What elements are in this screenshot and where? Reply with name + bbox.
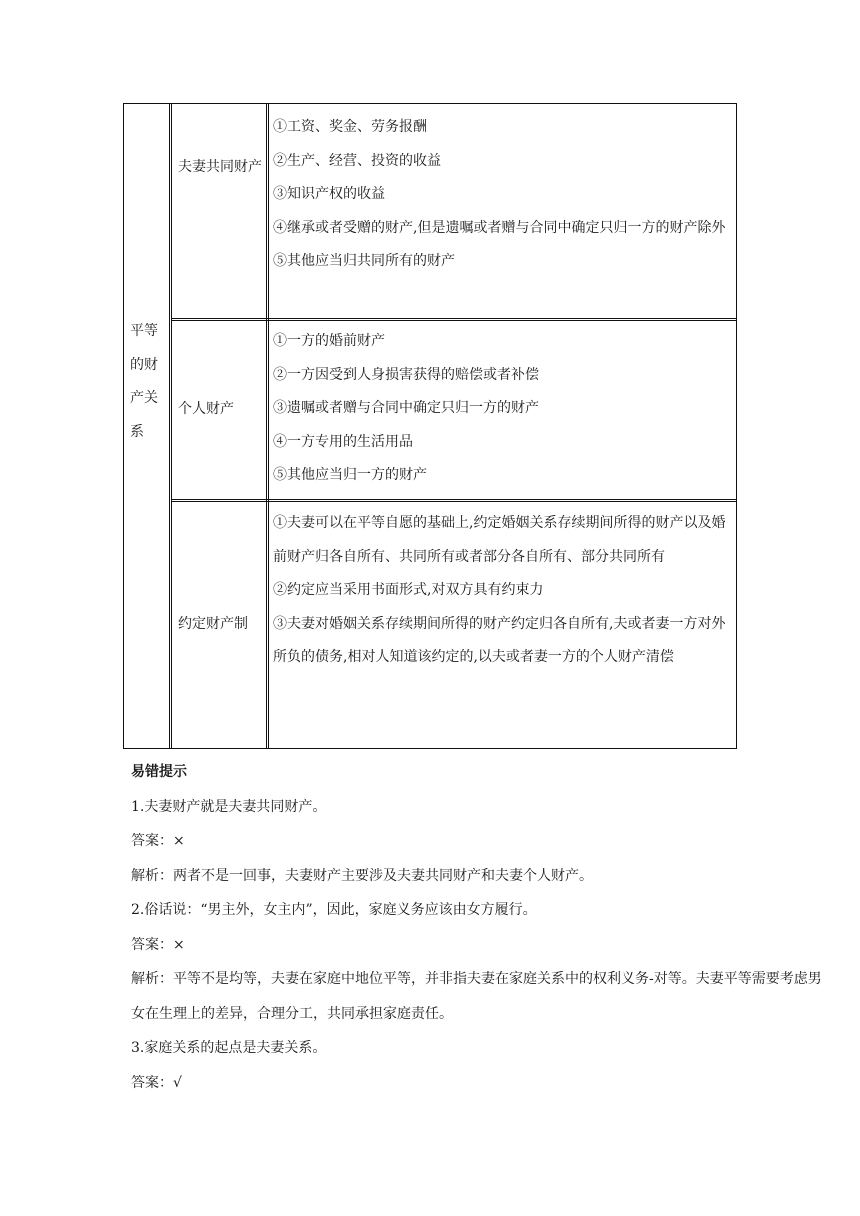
list-item: ①工资、奖金、劳务报酬 [273,119,427,135]
tip-line: 答案：√ [131,1074,182,1091]
tip-line: 2.俗话说：“男主外，女主内”，因此，家庭义务应该由女方履行。 [131,902,537,918]
tip-line: 1.夫妻财产就是夫妻共同财产。 [131,798,327,815]
list-item: ⑤其他应当归共同所有的财产 [273,253,455,269]
tips-heading: 易错提示 [131,764,187,780]
section-items-joint-property [273,111,735,279]
section-label-personal-property: 个人财产 [178,401,234,417]
list-item: ③遗嘱或者赠与合同中确定只归一方的财产 [273,400,539,416]
list-item: ②生产、经营、投资的收益 [273,152,441,169]
list-item: ④继承或者受赠的财产,但是遗嘱或者赠与合同中确定只归一方的财产除外 [273,219,726,236]
list-item: ③夫妻对婚姻关系存续期间所得的财产约定归各自所有,夫或者妻一方对外所负的债务,相对人知道该约定的,以夫或者妻一方的个人财产清偿 [273,615,726,665]
tip-line: 答案：× [131,833,185,849]
section-label-joint-property: 夫妻共同财产 [178,159,262,175]
tip-line: 解析：两者不是一回事，夫妻财产主要涉及夫妻共同财产和夫妻个人财产。 [131,867,593,884]
list-item: ①一方的婚前财产 [273,333,385,349]
list-item: ②约定应当采用书面形式,对双方具有约束力 [273,582,544,598]
error-tips-section [131,755,831,1100]
list-item: ①夫妻可以在平等自愿的基础上,约定婚姻关系存续期间所得的财产以及婚前财产归各自所有、共同所有或者部分各自所有、部分共同所有 [273,515,726,565]
section-label-agreed-property: 约定财产制 [178,616,248,632]
row-header-equal-property: 平等的财产关系 [130,323,158,440]
section-items-agreed-property [273,507,735,675]
section-items-personal-property [273,325,735,493]
tip-line: 3.家庭关系的起点是夫妻关系。 [131,1040,327,1056]
list-item: ⑤其他应当归一方的财产 [273,467,427,483]
tip-line: 答案：× [131,936,185,953]
list-item: ③知识产权的收益 [273,186,385,202]
list-item: ④一方专用的生活用品 [273,433,413,450]
list-item: ②一方因受到人身损害获得的赔偿或者补偿 [273,366,539,383]
tip-line: 解析：平等不是均等，夫妻在家庭中地位平等，并非指夫妻在家庭关系中的权利义务-对等。夫妻平等需要考虑男女在生理上的差异，合理分工，共同承担家庭责任。 [131,971,822,1022]
